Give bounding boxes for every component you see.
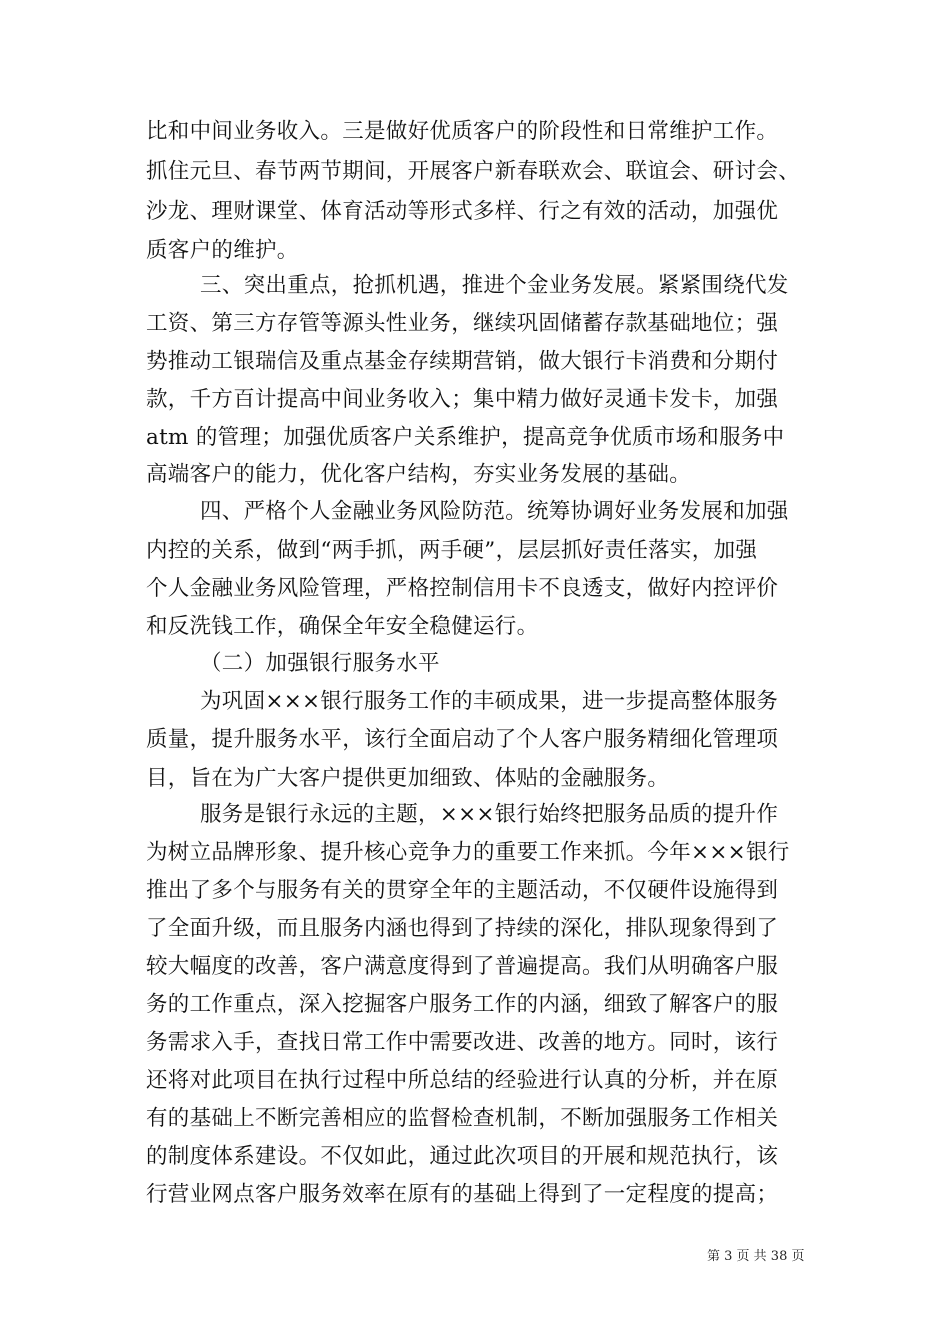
text-line: 务的工作重点，深入挖掘客户服务工作的内涵，细致了解客户的服 (146, 992, 779, 1017)
text-line: 还将对此项目在执行过程中所总结的经验进行认真的分析，并在原 (146, 1068, 779, 1093)
text-line: 有的基础上不断完善相应的监督检查机制，不断加强服务工作相关 (146, 1106, 779, 1131)
text-line: 个人金融业务风险管理，严格控制信用卡不良透支，做好内控评价 (146, 576, 779, 601)
text-line: 工资、第三方存管等源头性业务，继续巩固储蓄存款基础地位；强 (146, 311, 779, 336)
section-heading: （二）加强银行服务水平 (200, 651, 440, 676)
text-line: atm 的管理；加强优质客户关系维护，提高竞争优质市场和服务中 (146, 425, 785, 450)
text-line: 款，千方百计提高中间业务收入；集中精力做好灵通卡发卡，加强 (146, 387, 779, 412)
text-line: 高端客户的能力，优化客户结构，夯实业务发展的基础。 (146, 462, 692, 487)
text-line: 推出了多个与服务有关的贯穿全年的主题活动，不仅硬件设施得到 (146, 878, 779, 903)
text-line: 质量，提升服务水平，该行全面启动了个人客户服务精细化管理项 (146, 727, 779, 752)
text-line: 务需求入手，查找日常工作中需要改进、改善的地方。同时，该行 (146, 1030, 779, 1055)
text-line: 为树立品牌形象、提升核心竞争力的重要工作来抓。今年×××银行 (146, 840, 790, 865)
text-line: 较大幅度的改善，客户满意度得到了普遍提高。我们从明确客户服 (146, 954, 779, 979)
paragraph-first-line: 服务是银行永远的主题，×××银行始终把服务品质的提升作 (200, 802, 779, 827)
text-line: 了全面升级，而且服务内涵也得到了持续的深化，排队现象得到了 (146, 916, 779, 941)
text-line: 目，旨在为广大客户提供更加细致、体贴的金融服务。 (146, 766, 670, 791)
text-line: 抓住元旦、春节两节期间，开展客户新春联欢会、联谊会、研讨会、 (146, 159, 801, 184)
page-number: 第 3 页 共 38 页 (707, 1249, 805, 1264)
paragraph-first-line: 为巩固×××银行服务工作的丰硕成果，进一步提高整体服务 (200, 689, 779, 714)
paragraph-first-line: 三、突出重点，抢抓机遇，推进个金业务发展。紧紧围绕代发 (200, 273, 789, 298)
text-line: 的制度体系建设。不仅如此，通过此次项目的开展和规范执行，该 (146, 1144, 779, 1169)
paragraph-first-line: 四、严格个人金融业务风险防范。统筹协调好业务发展和加强 (200, 499, 789, 524)
text-line: 质客户的维护。 (146, 238, 299, 263)
text-line: 行营业网点客户服务效率在原有的基础上得到了一定程度的提高； (146, 1182, 779, 1207)
text-line: 比和中间业务收入。三是做好优质客户的阶段性和日常维护工作。 (146, 119, 779, 144)
text-line: 沙龙、理财课堂、体育活动等形式多样、行之有效的活动，加强优 (146, 199, 779, 224)
text-line: 和反洗钱工作，确保全年安全稳健运行。 (146, 614, 539, 639)
text-line: 势推动工银瑞信及重点基金存续期营销，做大银行卡消费和分期付 (146, 349, 779, 374)
text-line: 内控的关系，做到“两手抓，两手硬”，层层抓好责任落实，加强 (146, 538, 758, 563)
